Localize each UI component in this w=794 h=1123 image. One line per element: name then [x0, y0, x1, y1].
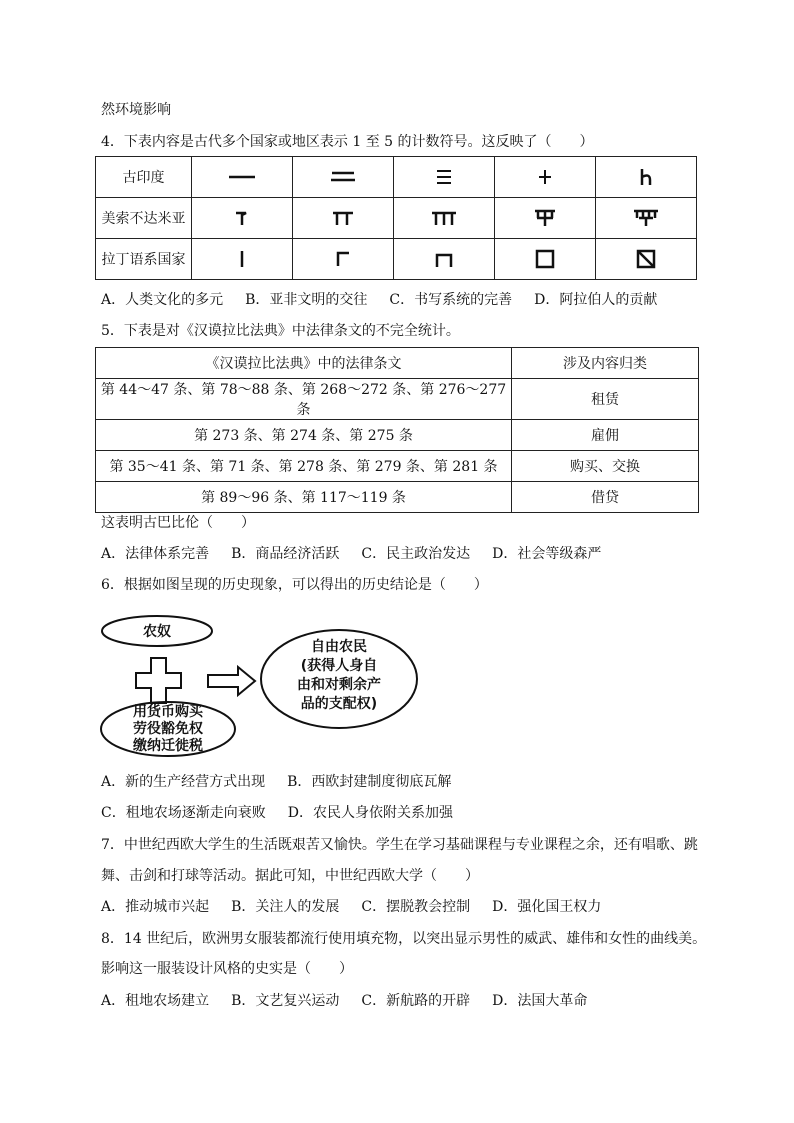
row-label: 美索不达米亚: [96, 198, 192, 239]
q8-stem-line2: 影响这一服装设计风格的史实是（ ）: [101, 961, 353, 977]
option-a: A．租地农场建立: [101, 993, 210, 1009]
serf-to-free-farmer-diagram: [100, 612, 430, 757]
option-c: C．租地农场逐渐走向衰败: [101, 805, 266, 821]
q7-stem-line2: 舞、击剑和打球等活动。据此可知，中世纪西欧大学（ ）: [101, 868, 479, 884]
q8-stem-line1: 8．14 世纪后，欧洲男女服装都流行使用填充物，以突出显示男性的威武、雄伟和女性的曲线美。: [101, 931, 707, 947]
condition-line: 用货币购买: [133, 704, 203, 720]
free-farmer-line: 品的支配权): [300, 696, 378, 712]
free-farmer-line: 自由农民: [311, 639, 367, 655]
mesopotamian-numeral-3: [394, 198, 495, 239]
mesopotamian-numeral-5: [596, 198, 697, 239]
column-header: 涉及内容归类: [512, 348, 699, 379]
arrow-right-icon: [208, 667, 255, 695]
latin-numeral-4: [495, 239, 596, 280]
table-row: [96, 379, 699, 420]
articles-cell: 第 273 条、第 274 条、第 275 条: [96, 420, 512, 451]
articles-cell: 第 44～47 条、第 78～88 条、第 268～272 条、第 276～277 条: [96, 379, 512, 420]
mesopotamian-numeral-1: [192, 198, 293, 239]
table-row: [96, 157, 697, 198]
q6-options-row1: [101, 772, 473, 792]
option-b: B．关注人的发展: [231, 899, 340, 915]
indian-numeral-3: [394, 157, 495, 198]
condition-line: 缴纳迁徙税: [133, 738, 203, 754]
indian-numeral-5: [596, 157, 697, 198]
latin-numeral-5: [596, 239, 697, 280]
category-cell: 雇佣: [512, 420, 699, 451]
table-row: [96, 420, 699, 451]
option-c: C．民主政治发达: [361, 546, 471, 562]
latin-numeral-2: [293, 239, 394, 280]
q7-options: [101, 897, 623, 917]
row-label: 古印度: [96, 157, 192, 198]
option-a: A．法律体系完善: [101, 546, 210, 562]
latin-numeral-1: [192, 239, 293, 280]
option-c: C．摆脱教会控制: [361, 899, 471, 915]
table-row: [96, 239, 697, 280]
q4-numeral-table: [95, 156, 697, 280]
articles-cell: 第 35～41 条、第 71 条、第 278 条、第 279 条、第 281 条: [96, 451, 512, 482]
q6-stem: 6．根据如图呈现的历史现象，可以得出的历史结论是（ ）: [101, 577, 488, 593]
option-d: D．阿拉伯人的贡献: [534, 292, 658, 308]
option-a: A．人类文化的多元: [101, 292, 224, 308]
option-c: C．新航路的开辟: [361, 993, 471, 1009]
top-fragment: 然环境影响: [101, 102, 171, 118]
free-farmer-line: 由和对剩余产: [297, 677, 381, 693]
row-label: 拉丁语系国家: [96, 239, 192, 280]
q5-options: [101, 544, 623, 564]
free-farmer-line: (获得人身自: [300, 658, 378, 674]
serf-label: 农奴: [143, 624, 171, 640]
table-row: [96, 198, 697, 239]
q5-law-table: [95, 347, 699, 513]
option-d: D．农民人身依附关系加强: [287, 805, 453, 821]
column-header: 《汉谟拉比法典》中的法律条文: [96, 348, 512, 379]
option-d: D．法国大革命: [492, 993, 588, 1009]
table-header-row: [96, 348, 699, 379]
indian-numeral-1: [192, 157, 293, 198]
q5-follow: 这表明古巴比伦（ ）: [101, 515, 255, 531]
mesopotamian-numeral-2: [293, 198, 394, 239]
option-a: A．推动城市兴起: [101, 899, 210, 915]
table-row: [96, 482, 699, 513]
category-cell: 购买、交换: [512, 451, 699, 482]
option-b: B．亚非文明的交往: [245, 292, 368, 308]
option-c: C．书写系统的完善: [389, 292, 513, 308]
q5-stem: 5．下表是对《汉谟拉比法典》中法律条文的不完全统计。: [101, 323, 460, 339]
option-b: B．商品经济活跃: [231, 546, 340, 562]
option-b: B．西欧封建制度彻底瓦解: [287, 774, 452, 790]
option-d: D．强化国王权力: [492, 899, 602, 915]
condition-line: 劳役豁免权: [133, 721, 203, 737]
table-row: [96, 451, 699, 482]
category-cell: 租赁: [512, 379, 699, 420]
category-cell: 借贷: [512, 482, 699, 513]
mesopotamian-numeral-4: [495, 198, 596, 239]
indian-numeral-4: [495, 157, 596, 198]
q7-stem-line1: 7．中世纪西欧大学生的生活既艰苦又愉快。学生在学习基础课程与专业课程之余，还有唱歌、跳: [101, 837, 698, 853]
indian-numeral-2: [293, 157, 394, 198]
option-b: B．文艺复兴运动: [231, 993, 340, 1009]
latin-numeral-3: [394, 239, 495, 280]
q6-options-row2: [101, 803, 475, 823]
q4-options: [101, 290, 679, 310]
option-a: A．新的生产经营方式出现: [101, 774, 266, 790]
q8-options: [101, 991, 609, 1011]
q4-stem: 4．下表内容是古代多个国家或地区表示 1 至 5 的计数符号。这反映了（ ）: [101, 134, 594, 150]
articles-cell: 第 89～96 条、第 117～119 条: [96, 482, 512, 513]
plus-icon: [136, 658, 181, 703]
option-d: D．社会等级森严: [492, 546, 602, 562]
